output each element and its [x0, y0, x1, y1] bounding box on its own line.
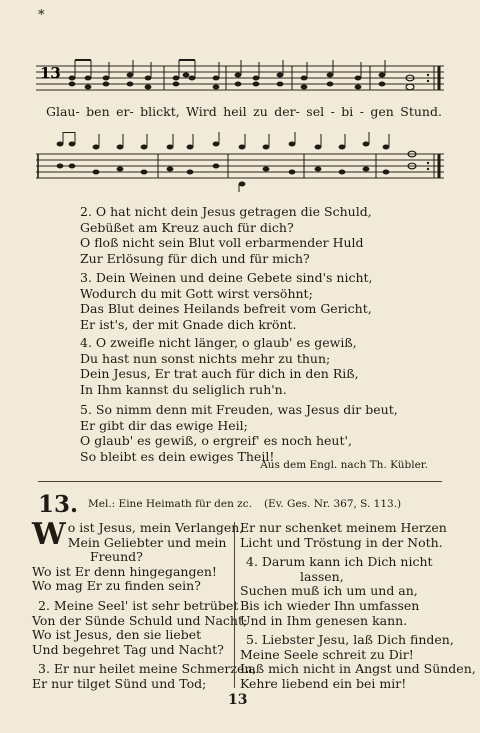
verse-line: 2. Meine Seel' ist sehr betrübet	[38, 597, 239, 613]
verse-4	[80, 335, 359, 397]
verse-line: O floß nicht sein Blut voll erbarmender Huld	[80, 235, 364, 250]
verse-line: Wodurch du mit Gott wirst versöhnt;	[80, 285, 313, 301]
verse-line: Mein Geliebter und mein	[67, 534, 227, 550]
verse-line: Von der Sünde Schuld und Nacht;	[32, 612, 248, 628]
lyric-syllable: -	[359, 104, 364, 119]
measure-number: 13	[40, 64, 61, 82]
drop-cap: W	[32, 517, 66, 552]
verse-line: Und begehret Tag und Nacht?	[32, 641, 224, 657]
lyric-syllable: Wird	[186, 104, 217, 119]
verse-line: Wo ist Jesus, den sie liebet	[32, 627, 202, 643]
verse-line: Licht und Tröstung in der Noth.	[240, 534, 443, 550]
lyric-syllable: Stund.	[400, 104, 442, 119]
verse-line: Laß mich nicht in Angst und Sünden,	[240, 661, 476, 677]
verse-line: lassen,	[300, 568, 344, 584]
verse-5	[80, 402, 398, 464]
hymn-left-column	[32, 517, 257, 692]
music-staff-upper	[30, 58, 450, 102]
attribution: Aus dem Engl. nach Th. Kübler.	[260, 459, 428, 471]
signature-star-mark: *	[38, 8, 45, 23]
verse-line: Suchen muß ich um und an,	[240, 583, 418, 599]
verse-line: 5. Liebster Jesu, laß Dich finden,	[246, 632, 454, 648]
verse-line: Freund?	[90, 549, 143, 565]
lyric-syllable: gen	[370, 104, 394, 119]
lyric-syllable: ben	[86, 104, 110, 119]
verse-line: Wo mag Er zu finden sein?	[32, 578, 201, 594]
lyric-syllable: blickt,	[140, 104, 180, 119]
melody-name: Mel.: Eine Heimath für den zc.	[88, 498, 252, 510]
verse-2	[80, 204, 372, 266]
music-staff-lower	[30, 132, 450, 192]
verse-line: O glaub' es gewiß, o ergreif' es noch heut',	[80, 433, 352, 448]
verse-line: Er nur tilget Sünd und Tod;	[32, 675, 207, 691]
verse-line: Du hast nun sonst nichts mehr zu thun;	[80, 350, 331, 366]
hymn-number: 13.	[38, 491, 79, 518]
verse-line: 2. O hat nicht dein Jesus getragen die Schuld,	[80, 204, 372, 219]
verse-3	[80, 270, 373, 332]
lyric-syllable: sel	[306, 104, 325, 119]
lyric-syllable: bi	[341, 104, 354, 119]
lyric-syllable: zu	[253, 104, 268, 119]
hymn-right-column	[240, 520, 476, 692]
verse-line: Das Blut deines Heilands befreit vom Gericht,	[80, 301, 372, 316]
hymnal-source: (Ev. Ges. Nr. 367, S. 113.)	[263, 498, 402, 510]
lyric-syllable: er-	[116, 104, 134, 119]
verse-line: Bis ich wieder Ihn umfassen	[240, 597, 420, 613]
verse-line: Er nur schenket meinem Herzen	[240, 520, 447, 535]
lyric-line	[46, 104, 442, 119]
page-number: 13	[228, 692, 248, 708]
section-divider	[38, 481, 442, 482]
verse-line: Er ist's, der mit Gnade dich krönt.	[80, 316, 297, 332]
lyric-syllable: -	[330, 104, 335, 119]
verse-line: 3. Dein Weinen und deine Gebete sind's nicht,	[80, 270, 373, 285]
verse-line: Meine Seele schreit zu Dir!	[240, 646, 414, 662]
lyric-syllable: heil	[223, 104, 247, 119]
verse-line: So bleibt es dein ewiges Theil!	[80, 448, 275, 464]
verse-line: Und in Ihm genesen kann.	[240, 612, 408, 628]
verse-line: 4. Darum kann ich Dich nicht	[246, 554, 433, 570]
column-divider	[234, 522, 235, 688]
lyric-syllable: der-	[274, 104, 300, 119]
melody-reference	[88, 498, 401, 510]
verse-line: o ist Jesus, mein Verlangen,	[67, 520, 244, 535]
verse-line: Wo ist Er denn hingegangen!	[32, 563, 217, 579]
verse-line: Dein Jesus, Er trat auch für dich in den Riß,	[80, 366, 359, 381]
verse-line: Kehre liebend ein bei mir!	[240, 675, 407, 691]
verse-line: Er gibt dir das ewige Heil;	[80, 417, 248, 433]
verse-line: Zur Erlösung für dich und für mich?	[80, 250, 310, 266]
verse-line: Gebüßet am Kreuz auch für dich?	[80, 219, 294, 235]
lyric-syllable: Glau-	[46, 104, 80, 119]
verse-line: 3. Er nur heilet meine Schmerzen,	[38, 661, 257, 677]
verse-line: 5. So nimm denn mit Freuden, was Jesus dir beut,	[80, 402, 398, 417]
verse-line: In Ihm kannst du seliglich ruh'n.	[80, 381, 287, 397]
verse-line: 4. O zweifle nicht länger, o glaub' es gewiß,	[80, 335, 357, 350]
